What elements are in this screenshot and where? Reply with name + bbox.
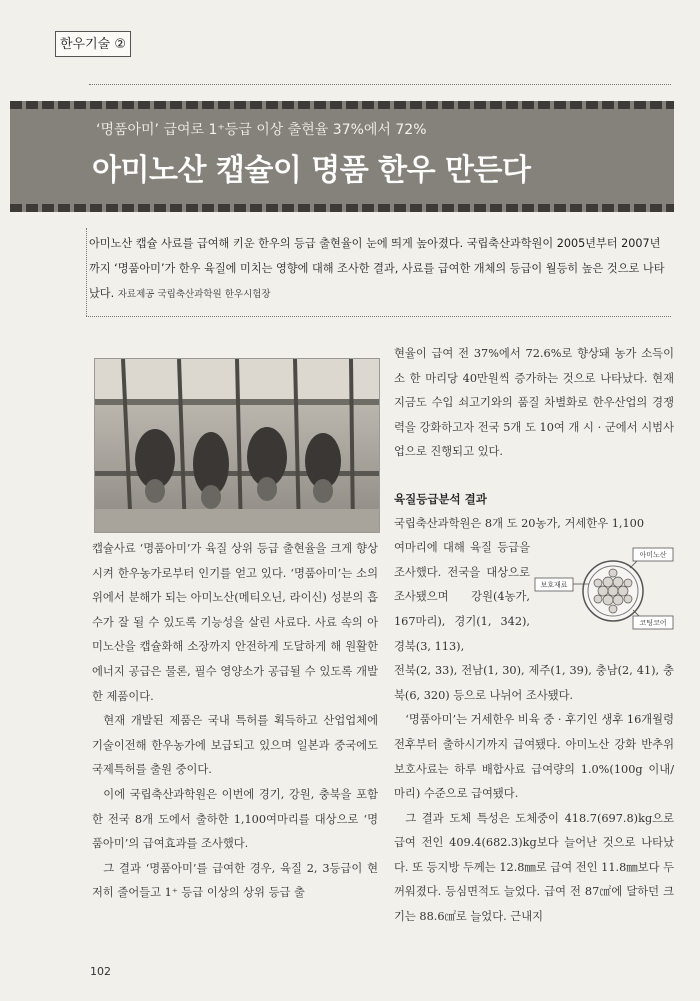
left-paragraph-2: 현재 개발된 제품은 국내 특허를 획득하고 산업업체에 기술이전해 한우농가에 보급되고 있으며 일본과 중국에도 국제특허를 출원 중이다.: [92, 714, 378, 777]
right-paragraph-2-rest: 전북(2, 33), 전남(1, 30), 제주(1, 39), 충남(2, 41), 충북(6, 320) 등으로 나뉘어 조사됐다.: [394, 664, 674, 702]
left-column: [92, 537, 378, 906]
right-column: [394, 342, 674, 930]
intro-text: [89, 231, 669, 307]
right-paragraph-1: 현율이 급여 전 37%에서 72.6%로 향상돼 농가 소득이 소 한 마리당 40만원씩 증가하는 것으로 나타났다. 현재 지금도 수입 쇠고기와의 품질 차별화로 한우산업의 경쟁력을 강화하고자 전국 5개 도 10여 개 시 · 군에서 시범사업으로 진행되고 있다.: [394, 347, 674, 459]
diagram-label-protective: 보호재료: [540, 581, 568, 589]
frame-line-top: [89, 84, 671, 85]
page-number: 102: [90, 965, 111, 978]
banner-dash-top: [10, 101, 674, 109]
diagram-label-coating: 코팅코어: [639, 619, 667, 627]
section-heading: 육질등급분석 결과: [394, 491, 487, 506]
intro-source: 자료제공 국립축산과학원 한우시험장: [117, 289, 271, 300]
diagram-label-amino-acid: 아미노산: [639, 551, 667, 559]
right-paragraph-4: 그 결과 도체 특성은 도체중이 418.7(697.8)kg으로 급여 전인 409.4(682.3)kg보다 늘어난 것으로 나타났다. 또 등지방 두께는 12.8㎜로 급여 전인 11.8㎜보다 두꺼워졌다. 등심면적도 늘었다. 급여 전 87㎠에 달하던 크기는 88.6㎠로 늘었다. 근내지: [394, 811, 674, 924]
section-tag: 한우기술 ②: [55, 31, 131, 57]
article-subtitle: ‘명품아미’ 급여로 1⁺등급 이상 출현율 37%에서 72%: [96, 122, 427, 138]
article-title: 아미노산 캡슐이 명품 한우 만든다: [92, 153, 531, 188]
left-paragraph-3: 이에 국립축산과학원은 이번에 경기, 강원, 충북을 포함한 전국 8개 도에서 출하한 1,100여마리를 대상으로 ‘명품아미’의 급여효과를 조사했다.: [92, 787, 378, 851]
right-paragraph-2-lead: 국립축산과학원은 8개 도 20농가, 거세한우 1,100: [394, 516, 645, 530]
intro-frame-bottom: [86, 316, 671, 317]
left-paragraph-4: 그 결과 ‘명품아미’를 급여한 경우, 육질 2, 3등급이 현저히 줄어들고 1⁺ 등급 이상의 상위 등급 출: [92, 861, 378, 900]
right-paragraph-2-narrow: 여마리에 대해 육질 등급을 조사했다. 전국을 대상으로 조사됐으며 강원(4농가, 167마리), 경기(1, 342), 경북(3, 113),: [394, 541, 530, 653]
left-paragraph-1: 캡슐사료 ‘명품아미’가 육질 상위 등급 출현율을 크게 향상시켜 한우농가로부터 인기를 얻고 있다. ‘명품아미’는 소의 위에서 분해가 되는 아미노산(메티오닌, 라이신) 성분의 흡수가 잘 될 수 있도록 기능성을 살린 사료다. 사료 속의 아미노산을 캡슐화해 소장까지 안전하게 도달하게 해 원활한 에너지 공급은 물론, 필수 영양소가 공급될 수 있도록 개발한 제품이다.: [92, 542, 378, 703]
intro-body: 아미노산 캡슐 사료를 급여해 키운 한우의 등급 출현율이 눈에 띄게 높아졌다. 국립축산과학원이 2005년부터 2007년까지 ‘명품아미’가 한우 육질에 미치는 영향에 대해 조사한 결과, 사료를 급여한 개체의 등급이 월등히 높은 것으로 나타났다.: [89, 237, 665, 300]
right-paragraph-3: ‘명품아미’는 거세한우 비육 중 · 후기인 생후 16개월령 전후부터 출하시기까지 급여됐다. 아미노산 강화 반추위 보호사료는 하루 배합사료 급여량의 1.0%(100g 이내/마리) 수준으로 급여됐다.: [394, 713, 674, 801]
capsule-diagram: [533, 544, 675, 634]
banner-dash-bottom: [10, 204, 674, 212]
intro-frame-left: [86, 228, 88, 316]
cattle-photo: [94, 358, 380, 533]
